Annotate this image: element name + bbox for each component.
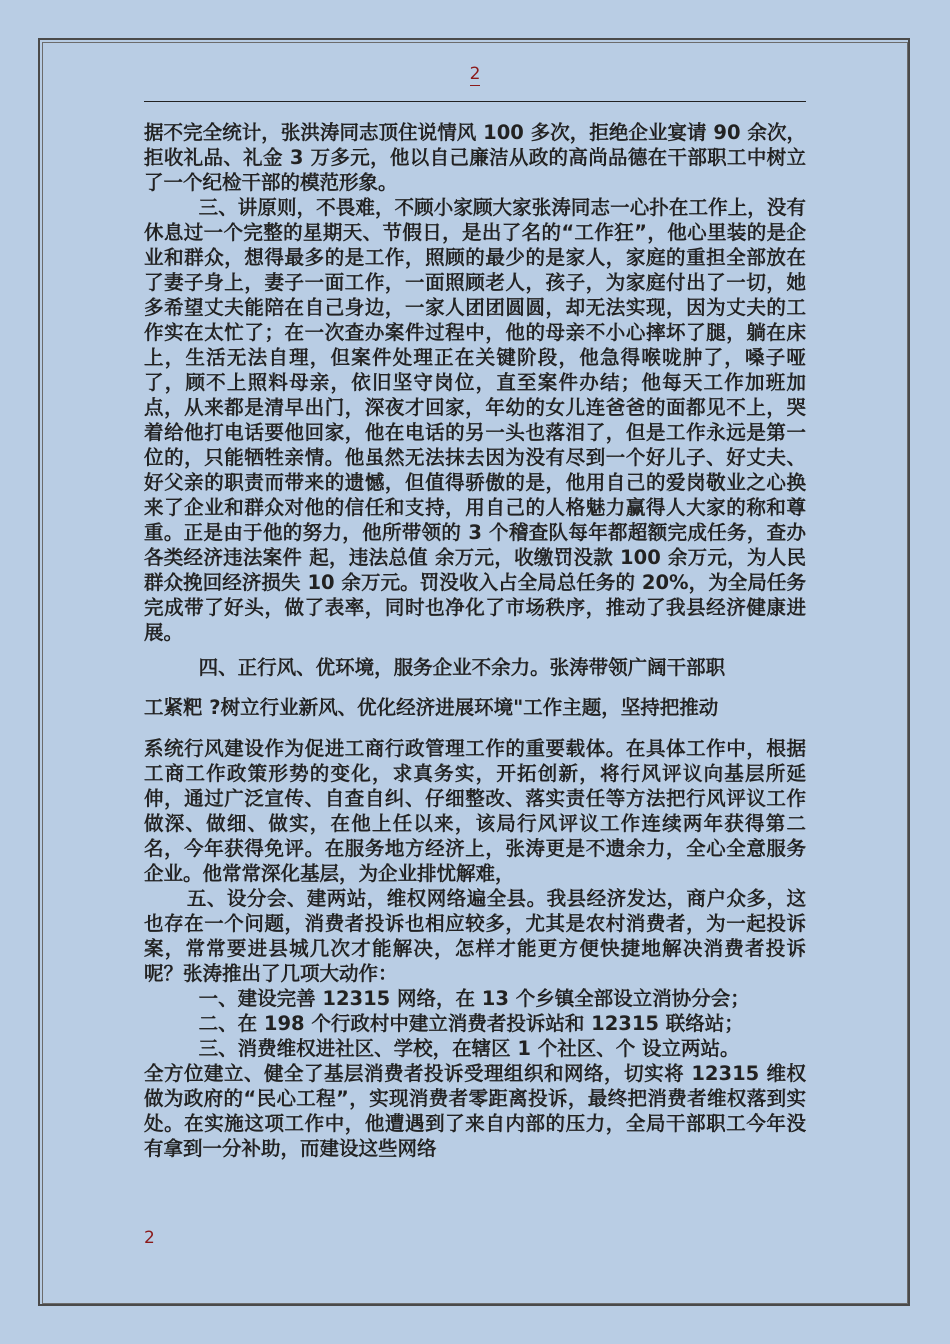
paragraph-5: 系统行风建设作为促进工商行政管理工作的重要载体。在具体工作中，根据工商工作政策形势的变化，求真务实，开拓创新，将行风评议向基层所延伸，通过广泛宣传、自查自纠、仔细整改、落实责任等方法把行风评议工作做深、做细、做实，在他上任以来，该局行风评议工作连续两年获得第二名，今年获得免评。在服务地方经济上，张涛更是不遗余力，全心全意服务企业。他常常深化基层，为企业排忧解难， [144, 737, 806, 885]
list-item-1: 一、建设完善 12315 网络，在 13 个乡镇全部设立消协分会； [198, 987, 750, 1010]
paragraph-4: 工紧粑 ?树立行业新风、优化经济进展环境"工作主题，坚持把推动 [144, 696, 719, 719]
list-item-3: 三、消费维权进社区、学校，在辖区 1 个社区、个 设立两站。 [198, 1037, 740, 1060]
paragraph-7: 全方位建立、健全了基层消费者投诉受理组织和网络，切实将 12315 维权做为政府的“民心工程”，实现消费者零距离投诉，最终把消费者维权落到实处。在实施这项工作中，他遭遇到了来自内部的压力，全局干部职工今年没有拿到一分补助，而建设这些网络 [144, 1062, 806, 1160]
footer-page-number: 2 [144, 1228, 155, 1248]
header-page-number-text: 2 [469, 64, 481, 84]
paragraph-3: 四、正行风、优环境，服务企业不余力。张涛带领广阔干部职 [198, 656, 726, 679]
header-divider [144, 101, 806, 102]
paragraph-1: 据不完全统计，张洪涛同志顶住说情风 100 多次，拒绝企业宴请 90 余次，拒收礼品、礼金 3 万多元，他以自己廉洁从政的高尚品德在干部职工中树立了一个纪检干部的模范形象。 [144, 121, 806, 194]
paragraph-2: 三、讲原则，不畏难，不顾小家顾大家张涛同志一心扑在工作上，没有休息过一个完整的星期天、节假日，是出了名的“工作狂”，他心里装的是企业和群众，想得最多的是工作，照顾的最少的是家人，家庭的重担全部放在了妻子身上，妻子一面工作，一面照顾老人，孩子，为家庭付出了一切，她多希望丈夫能陪在自己身边，一家人团团圆圆，却无法实现，因为丈夫的工作实在太忙了；在一次查办案件过程中，他的母亲不小心摔坏了腿，躺在床上，生活无法自理，但案件处理正在关键阶段，他急得喉咙肿了，嗓子哑了，顾不上照料母亲，依旧坚守岗位，直至案件办结；他每天工作加班加点，从来都是清早出门，深夜才回家，年幼的女儿连爸爸的面都见不上，哭着给他打电话要他回家，他在电话的另一头也落泪了，但是工作永远是第一位的，只能牺牲亲情。他虽然无法抹去因为没有尽到一个好儿子、好丈夫、好父亲的职责而带来的遗憾，但值得骄傲的是，他用自己的爱岗敬业之心换来了企业和群众对他的信任和支持，用自己的人格魅力赢得人大家的称和尊重。正是由于他的努力，他所带领的 3 个稽查队每年都超额完成任务，查办各类经济违法案件 起，违法总值 余万元，收缴罚没款 100 余万元，为人民群众挽回经济损失 10 余万元。罚没收入占全局总任务的 20%，为全局任务完成带了好头，做了表率，同时也净化了市场秩序，推动了我县经济健康进展。 [144, 196, 806, 644]
paragraph-6: 五、设分会、建两站，维权网络遍全县。我县经济发达，商户众多，这也存在一个问题，消费者投诉也相应较多，尤其是农村消费者，为一起投诉案，常常要进县城几次才能解决，怎样才能更方便快捷地解决消费者投诉呢？张涛推出了几项大动作： [144, 887, 806, 985]
document-body [144, 120, 806, 1161]
header-page-number [0, 64, 950, 84]
list-item-2: 二、在 198 个行政村中建立消费者投诉站和 12315 联络站； [198, 1012, 744, 1035]
